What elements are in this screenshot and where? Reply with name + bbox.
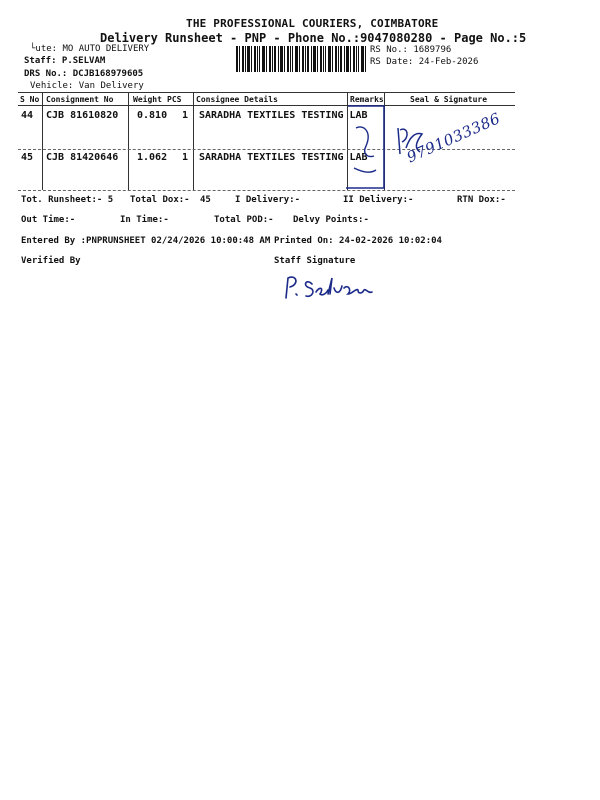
verified-by-label: Verified By <box>21 256 81 266</box>
i-delivery: I Delivery:- <box>235 195 301 205</box>
table-row-weight: 0.810 <box>137 110 168 121</box>
printed-on: Printed On: 24-02-2026 10:02:04 <box>274 236 442 246</box>
table-row-pcs: 1 <box>182 152 189 163</box>
vehicle-label: Vehicle: Van Delivery <box>30 81 144 91</box>
table-row-consignee: SARADHA TEXTILES TESTING LAB <box>199 110 368 121</box>
company-title: THE PROFESSIONAL COURIERS, COIMBATORE <box>186 17 439 30</box>
col-header-remarks: Remarks <box>350 95 384 104</box>
col-divider <box>193 92 194 190</box>
drs-number: DRS No.: DCJB168979605 <box>24 69 144 79</box>
col-header-sno: S No <box>20 95 40 104</box>
rs-date: RS Date: 24-Feb-2026 <box>370 57 479 67</box>
barcode-image <box>236 46 366 72</box>
col-header-seal-signature: Seal & Signature <box>410 95 488 104</box>
table-row-consignment: CJB 81420646 <box>46 152 119 163</box>
total-dox-label: Total Dox:- <box>130 195 190 205</box>
table-row-pcs: 1 <box>182 110 189 121</box>
runsheet-subtitle: Delivery Runsheet - PNP - Phone No.:9047080280 - Page No.:5 <box>100 31 527 45</box>
col-divider <box>42 92 43 190</box>
out-time: Out Time:- <box>21 215 76 225</box>
col-header-consignee: Consignee Details <box>196 95 278 104</box>
table-row-consignee: SARADHA TEXTILES TESTING LAB <box>199 152 368 163</box>
delvy-points: Delvy Points:- <box>293 215 369 225</box>
col-header-pcs: PCS <box>167 95 182 104</box>
ii-delivery: II Delivery:- <box>343 195 414 205</box>
col-header-consignment: Consignment No <box>46 95 114 104</box>
staff-signature-image <box>282 272 378 302</box>
table-top-rule <box>18 92 515 93</box>
col-divider <box>128 92 129 190</box>
rs-number: RS No.: 1689796 <box>370 45 452 55</box>
in-time: In Time:- <box>120 215 169 225</box>
table-row-weight: 1.062 <box>137 152 168 163</box>
handwritten-remarks-mark <box>340 98 400 194</box>
table-row-sno: 44 <box>21 110 34 121</box>
staff-label: Staff: P.SELVAM <box>24 56 106 66</box>
table-bottom-rule <box>18 190 515 191</box>
total-pod: Total POD:- <box>214 215 274 225</box>
total-dox-value: 45 <box>200 195 211 205</box>
table-row-sno: 45 <box>21 152 34 163</box>
entered-by: Entered By :PNPRUNSHEET 02/24/2026 10:00:48 AM <box>21 236 271 246</box>
rtn-dox: RTN Dox:- <box>457 195 506 205</box>
tot-runsheet: Tot. Runsheet:- 5 <box>21 195 114 205</box>
route-label: └ute: MO AUTO DELIVERY <box>30 44 150 54</box>
table-row-consignment: CJB 81610820 <box>46 110 119 121</box>
col-header-weight: Weight <box>133 95 162 104</box>
table-header-rule <box>18 105 515 106</box>
handwritten-phone-number: 9791033386 <box>404 109 504 167</box>
staff-signature-label: Staff Signature <box>274 256 356 266</box>
